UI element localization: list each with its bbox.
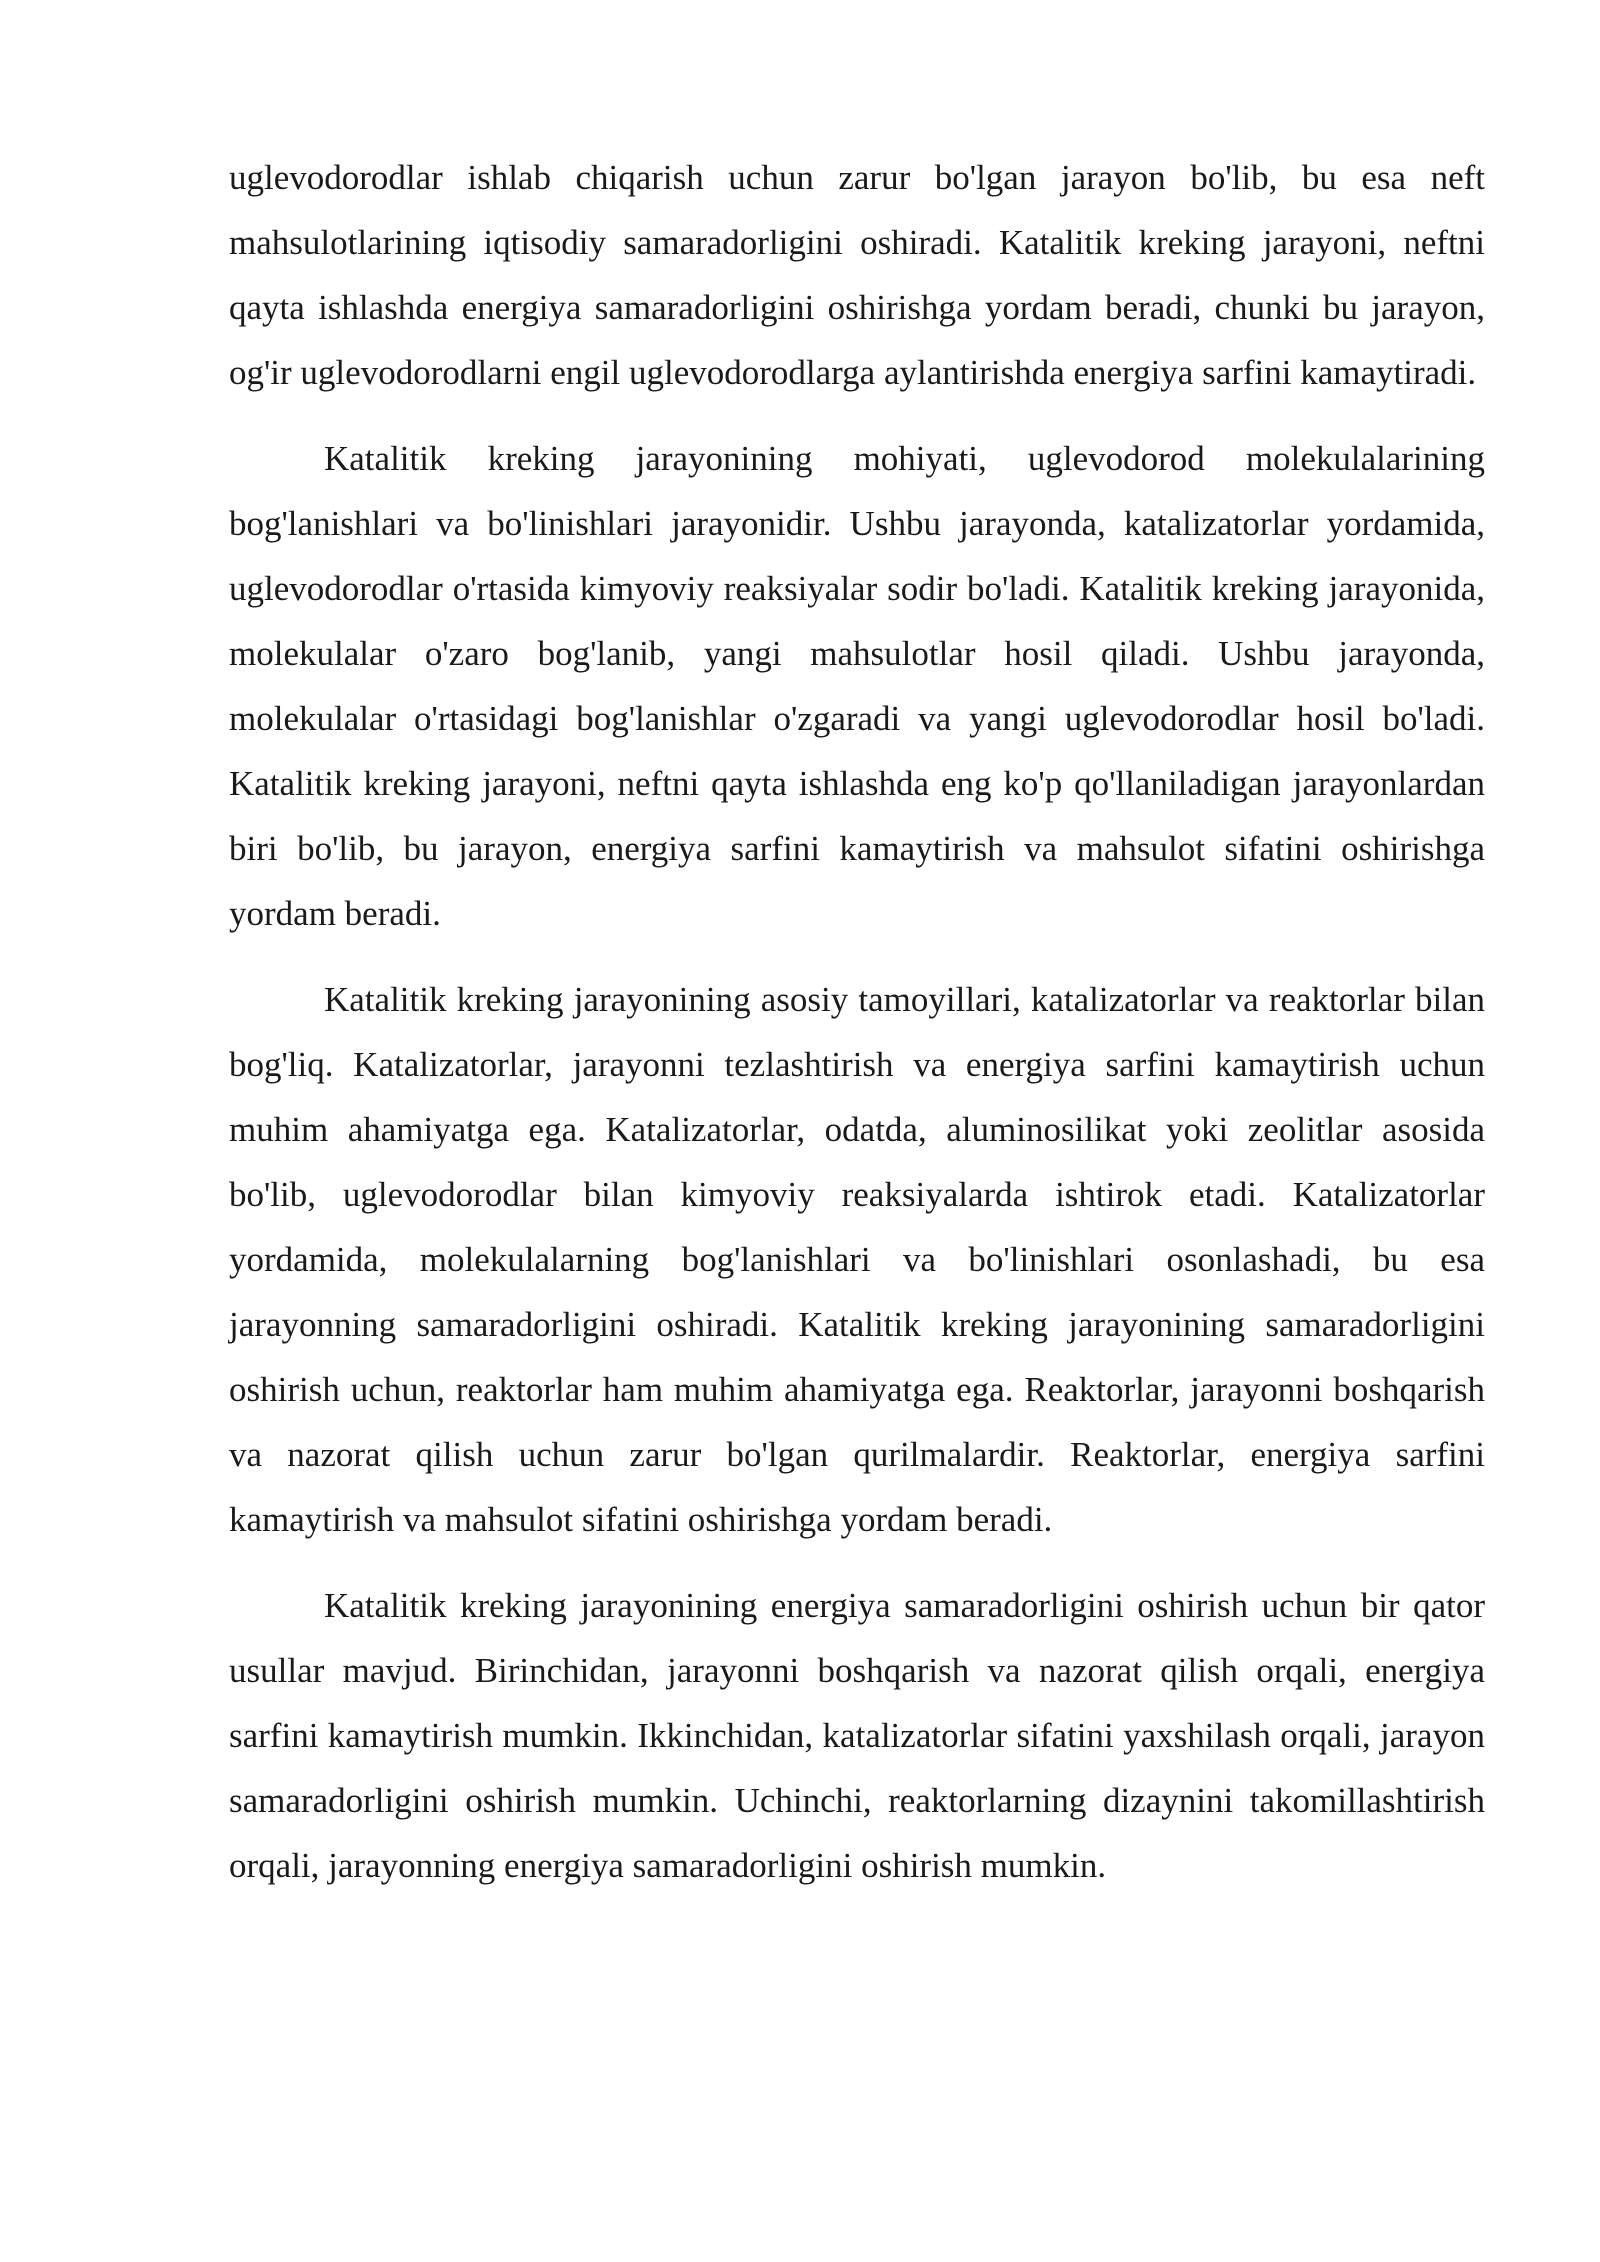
paragraph-mohiyati: Katalitik kreking jarayonining mohiyati, uglevodorod molekulalarining bog'lanishlari va bo'linishlari jarayonidir. Ushbu jarayonda, katalizatorlar yordamida, uglevodorodlar o'rtasida kimyoviy reaksiyalar sodir bo'ladi. Katalitik kreking jarayonida, molekulalar o'zaro bog'lanib, yangi mahsulotlar hosil qiladi. Ushbu jarayonda, molekulalar o'rtasidagi bog'lanishlar o'zgaradi va yangi uglevodorodlar hosil bo'ladi. Katalitik kreking jarayoni, neftni qayta ishlashda eng ko'p qo'llaniladigan jarayonlardan biri bo'lib, bu jarayon, energiya sarfini kamaytirish va mahsulot sifatini oshirishga yordam beradi. <box>229 439 1485 933</box>
paragraph-tamoyillari: Katalitik kreking jarayonining asosiy tamoyillari, katalizatorlar va reaktorlar bilan bog'liq. Katalizatorlar, jarayonni tezlashtirish va energiya sarfini kamaytirish uchun muhim ahamiyatga ega. Katalizatorlar, odatda, aluminosilikat yoki zeolitlar asosida bo'lib, uglevodorodlar bilan kimyoviy reaksiyalarda ishtirok etadi. Katalizatorlar yordamida, molekulalarning bog'lanishlari va bo'linishlari osonlashadi, bu esa jarayonning samaradorligini oshiradi. Katalitik kreking jarayonining samaradorligini oshirish uchun, reaktorlar ham muhim ahamiyatga ega. Reaktorlar, jarayonni boshqarish va nazorat qilish uchun zarur bo'lgan qurilmalardir. Reaktorlar, energiya sarfini kamaytirish va mahsulot sifatini oshirishga yordam beradi. <box>229 980 1485 1539</box>
document-body <box>229 145 1485 1898</box>
paragraph-continuation: uglevodorodlar ishlab chiqarish uchun zarur bo'lgan jarayon bo'lib, bu esa neft mahsulotlarining iqtisodiy samaradorligini oshiradi. Katalitik kreking jarayoni, neftni qayta ishlashda energiya samaradorligini oshirishga yordam beradi, chunki bu jarayon, og'ir uglevodorodlarni engil uglevodorodlarga aylantirishda energiya sarfini kamaytiradi. <box>229 158 1485 392</box>
paragraph-usullar: Katalitik kreking jarayonining energiya samaradorligini oshirish uchun bir qator usullar mavjud. Birinchidan, jarayonni boshqarish va nazorat qilish orqali, energiya sarfini kamaytirish mumkin. Ikkinchidan, katalizatorlar sifatini yaxshilash orqali, jarayon samaradorligini oshirish mumkin. Uchinchi, reaktorlarning dizaynini takomillashtirish orqali, jarayonning energiya samaradorligini oshirish mumkin. <box>229 1586 1485 1885</box>
